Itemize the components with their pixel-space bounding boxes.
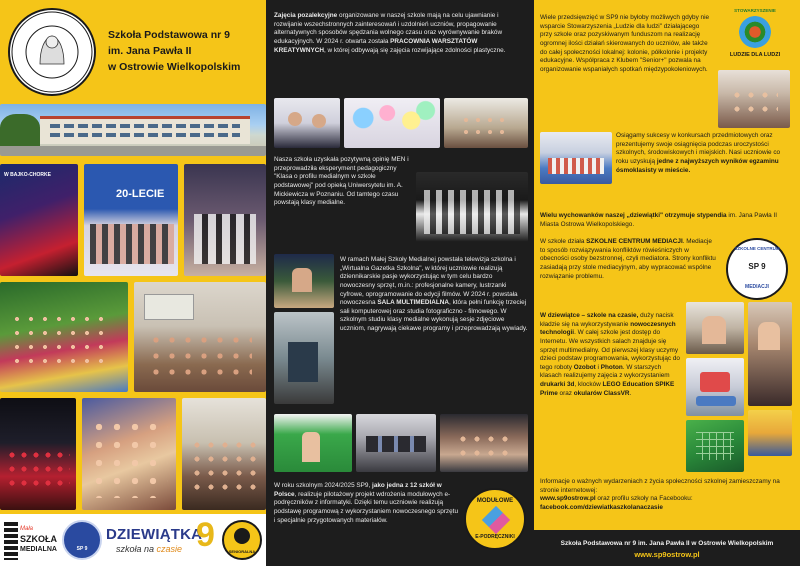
photo-green-mat [686, 420, 744, 472]
school-seal-logo [8, 8, 96, 96]
photo-gym-event [540, 132, 612, 184]
col3-p5-url[interactable]: www.sp9ostrow.pl [540, 495, 596, 503]
col2-paragraph-2: Nasza szkoła uzyskała pozytywną opinię MEN i przeprowadziła eksperyment pedagogiczny "Klasa o profilu medialnym w szkole podstawowej" pod opieką Uniwersytetu im. A. Mickiewicza w Poznaniu. Od tamtego czasu powstają klasy medialne. [274, 156, 409, 207]
sp9-round-logo [62, 520, 102, 560]
dziewiatka-main: DZIEWIĄTKA [106, 526, 203, 543]
sp9-logo-text: SP 9 [76, 546, 88, 552]
col3-p2b-bold: Wielu wychowanków naszej „dziewiątki" otrzymuje stypendia [540, 212, 727, 219]
mala-szkola-medialna-logo [4, 522, 58, 560]
col3-paragraph-2 [616, 132, 792, 175]
photo-media-class [416, 172, 528, 242]
col2-p1-a: organizowane w naszej szkole mają na celu ujawnianie i rozwijanie wszechstronnych zainteresowań i uzdolnień uczniów, propagowanie alternatywnych sposobów spędzania wolnego czasu oraz wyrównywanie braków edukacyjnych. W 2024 r. otwarta została [274, 12, 503, 45]
col3-p3-b: . Mediacje to sposób rozwiązywania konfliktów rówieśniczych w obecności osoby bezstronnej, czyli mediatora. Strony konfliktu zasiadają przy stole mediacyjnym, aby wypracować wspólne rozwiązanie problemu. [540, 238, 716, 280]
mediacje-bot: MEDIACJI [745, 284, 769, 290]
col3-p5-fb[interactable]: facebook.com/dziewiatkaszkolanaczasie [540, 503, 663, 511]
mala-mid: SZKOŁA [20, 534, 57, 544]
col3-p4-bold4: Photon [600, 363, 623, 371]
col3-paragraph-4 [540, 312, 682, 398]
photo-school-play [182, 398, 266, 510]
photo-balloons [344, 98, 440, 148]
banner-bajko-label: W BAJKO-CHORKE [4, 172, 51, 178]
school-name-line2: im. Jana Pawła II [108, 44, 192, 57]
col2-p3-bold: SALA MULTIMEDIALNA [377, 299, 450, 307]
col3-p4-bold6: LEGO Education SPIKE Prime [540, 381, 675, 397]
photo-lego-spike [748, 410, 792, 456]
mala-top: Mała [20, 526, 34, 532]
school-name-line3: w Ostrowie Wielkopolskim [108, 60, 241, 73]
dziewiatka-sub1: szkoła na [116, 544, 157, 554]
photo-computer-room [356, 414, 436, 472]
col3-p4-d: . W starszych klasach realizujemy zajęcia z wykorzystaniem [540, 363, 670, 380]
senior-plus-logo [222, 520, 262, 560]
photo-tv-studio [274, 254, 334, 308]
col2-paragraph-3 [340, 256, 528, 334]
photo-kids-selfie [82, 398, 176, 510]
photo-green-screen [274, 414, 352, 472]
col2-p3-a: W ramach Małej Szkoły Medialnej powstała telewizja szkolna i „Wirtualna Gazetka Szkolna", w której uczniowie realizują dziennikarskie pasje wykorzystując w tym celu bardzo nowoczesny sprzęt, m.in.: profesjonalne kamery, lustrzanki cyfrowe, oprogramowanie do edycji filmów. W 2024 r. powstała nowoczesna [340, 256, 518, 307]
ldl-top-text: STOWARZYSZENIE [734, 8, 776, 13]
photo-classroom [134, 282, 266, 392]
col2-paragraph-4 [274, 482, 460, 525]
photo-filming [274, 312, 334, 404]
col2-p1-bold2: PRACOWNIA WARSZTATÓW KREATYWNYCH [274, 37, 478, 54]
col3-paragraph-5 [540, 478, 792, 513]
school-name [108, 28, 258, 75]
footer-line2[interactable]: www.sp9ostrow.pl [634, 550, 700, 559]
photo-choir-red [0, 164, 78, 276]
school-name-line1: Szkoła Podstawowa nr 9 [108, 29, 230, 41]
photo-vr-class [440, 414, 528, 472]
photo-workshop [444, 98, 528, 148]
photo-robot-kids [686, 302, 744, 354]
school-building-photo [0, 104, 266, 156]
col3-p4-bold3: Ozobot [573, 363, 596, 371]
col3-p4-g: . [629, 389, 632, 397]
col3-p4-bold2: nowoczesnych technologii [540, 320, 676, 337]
footer-bar [534, 530, 800, 566]
photo-ozobot [686, 358, 744, 416]
dziewiatka-sub2: czasie [156, 544, 183, 554]
col3-paragraph-1: Wiele przedsięwzięć w SP9 nie byłoby możliwych gdyby nie wsparcie Stowarzyszenia „Ludzie dla ludzi" działającego przy szkole oraz pozyskiwanym funduszom na realizację ogromnej ilości działań skierowanych do uczniów, ale także do całej społeczności lokalnej: kolonie, półkolonie i projekty edukacyjne. Współpraca z Klubem "Senior+" pozwala na organizowanie wspaniałych spotkań międzypokoleniowych. [540, 14, 710, 73]
col2-p1-b: , w której odbywają się zajęcia rozwijające zdolności plastyczne. [323, 46, 506, 54]
col3-p5: Informacje o ważnych wydarzeniach z życia społeczności szkolnej zamieszczamy na stronie internetowej: [540, 478, 780, 494]
col3-paragraph-3 [540, 238, 718, 281]
col3-p4-a: duży nacisk kładzie się na wykorzystywanie [540, 312, 674, 328]
badge-line2: E-PODRĘCZNIKI [475, 534, 515, 540]
modulowe-e-podreczniki-badge [464, 488, 526, 550]
col2-p4-bold: jako jedna z 12 szkół w Polsce [274, 482, 442, 498]
col2-p4-a: W roku szkolnym 2024/2025 SP9, [274, 482, 373, 489]
mala-bot: MEDIALNA [20, 546, 57, 553]
footer-line1: Szkoła Podstawowa nr 9 im. Jana Pawła II w Ostrowie Wielkopolskim [560, 540, 774, 547]
photo-seniors [718, 70, 790, 128]
col2-p3-b: , która pełni funkcję trzeciej sali komputerowej oraz studia fotograficzno - filmowego. W szkolnym studiu klasy medialne wykonują sesje zdjęciowe uczniom, nagrywają ciekawe programy i przeprowadzają wywiady. [340, 299, 528, 333]
col2-paragraph-1 [274, 12, 528, 55]
col3-p5-b: oraz profilu szkoły na Facebooku: [595, 495, 693, 503]
col3-p4-bold5: drukarki 3d [540, 381, 575, 389]
szkolne-centrum-mediacji-logo [726, 238, 788, 300]
senior-plus-text: SENIORALNA [228, 549, 256, 554]
photo-boy-tablet [748, 302, 792, 406]
col3-p2-a: Osiągamy sukcesy w konkursach przedmiotowych oraz prezentujemy swoje osiągnięcia podczas uroczystości szkolnych, środowiskowych i miejskich. Nasi uczniowie co roku uzyskują [616, 132, 781, 165]
mediacje-top: SZKOLNE CENTRUM [734, 246, 780, 251]
col3-p4-b: . W całej szkole jest dostęp do Internetu. We wszystkich salach znajduje się sprzęt multimedialny. Od pierwszej klasy uczymy dzieci podstaw programowania, wykorzystując do tego roboty [540, 329, 680, 371]
ludzie-dla-ludzi-logo [722, 6, 788, 68]
photo-stage-girls [184, 164, 266, 276]
col3-p3-bold: SZKOLNE CENTRUM MEDIACJI [586, 238, 683, 245]
photo-outdoor-group [0, 282, 128, 392]
dziewiatka-nine: 9 [196, 516, 215, 554]
col3-p4-f: oraz [557, 389, 574, 397]
col3-paragraph-2b [540, 212, 792, 229]
mediacje-mid: SP 9 [748, 262, 766, 271]
col3-p3-a: W szkole działa [540, 238, 587, 245]
col2-p1-bold: Zajęcia pozalekcyjne [274, 12, 338, 19]
col3-p4-c: i [595, 363, 601, 371]
photo-lab-boys [274, 98, 340, 148]
ldl-main-text: LUDZIE DLA LUDZI [729, 52, 781, 58]
col3-p4-bold7: okularów ClassVR [573, 389, 630, 397]
col3-p2b: im. Jana Pawła II Miasta Ostrowa Wielkopolskiego. [540, 212, 778, 228]
col3-p4-e: , klocków [574, 381, 603, 389]
dziewiatka-logo [106, 516, 216, 562]
banner-20-lecie-label: 20-LECIE [116, 188, 165, 200]
photo-dancers-red [0, 398, 76, 510]
badge-line1: MODUŁOWE [476, 498, 514, 504]
col3-p4-bold: W dziewiątce – szkole na czasie, [540, 312, 639, 319]
col3-p2-bold: jedne z najwyższych wyników egzaminu ósmoklasisty w mieście. [616, 157, 779, 174]
photo-20-lecie [84, 164, 178, 276]
col2-p4-b: , realizuje pilotażowy projekt wdrożenia modułowych e-podręczników z informatyki. Dzięki temu uczniowie realizują podstawę programową z wykorzystaniem nowoczesnego sprzętu i specjalnie przygotowanych materiałów. [274, 490, 458, 524]
